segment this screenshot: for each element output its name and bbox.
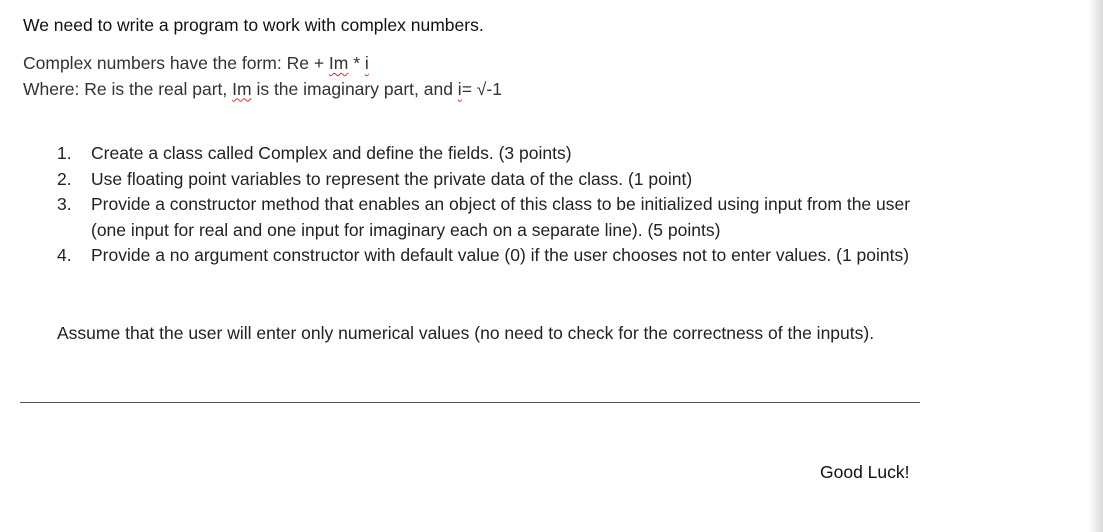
list-text: Use floating point variables to represent the private data of the class. (1 point) [91, 168, 693, 189]
definition-middle: is the imaginary part, and [251, 78, 458, 99]
im-word: Im [232, 78, 252, 99]
im-word: Im [328, 53, 349, 73]
closing-text: Good Luck! [820, 462, 910, 482]
i-symbol: i [364, 53, 369, 73]
form-line-prefix: Complex numbers have the form: Re + [23, 53, 329, 73]
list-item [57, 167, 927, 193]
assumption-paragraph: Assume that the user will enter only numerical values (no need to check for the correctness of the inputs). [57, 323, 875, 343]
list-item [57, 243, 927, 269]
intro-text: We need to write a program to work with complex numbers. [23, 15, 484, 35]
list-text: Provide a constructor method that enables an object of this class to be initialized using input from the user (one input for real and one input for imaginary each on a separate line). (5 points) [91, 194, 911, 240]
list-text: Create a class called Complex and define the fields. (3 points) [91, 143, 572, 163]
definition-prefix: Where: Re is the real part, [23, 78, 233, 99]
definition-suffix: = √-1 [461, 78, 502, 99]
form-line [23, 51, 502, 77]
requirements-list [57, 141, 927, 269]
list-number: 2. [57, 168, 72, 189]
window-edge-shadow [1089, 0, 1103, 532]
complex-form-block [23, 51, 502, 102]
list-text: Provide a no argument constructor with default value (0) if the user chooses not to enter values. (1 points) [91, 245, 910, 265]
list-number: 1. [57, 143, 72, 163]
form-line-middle: * [348, 53, 365, 73]
definition-line [23, 77, 502, 103]
list-number: 4. [57, 245, 72, 265]
horizontal-divider [20, 402, 920, 403]
i-symbol: i [457, 78, 462, 99]
list-item [57, 192, 927, 243]
list-item [57, 141, 927, 167]
list-number: 3. [57, 194, 72, 214]
